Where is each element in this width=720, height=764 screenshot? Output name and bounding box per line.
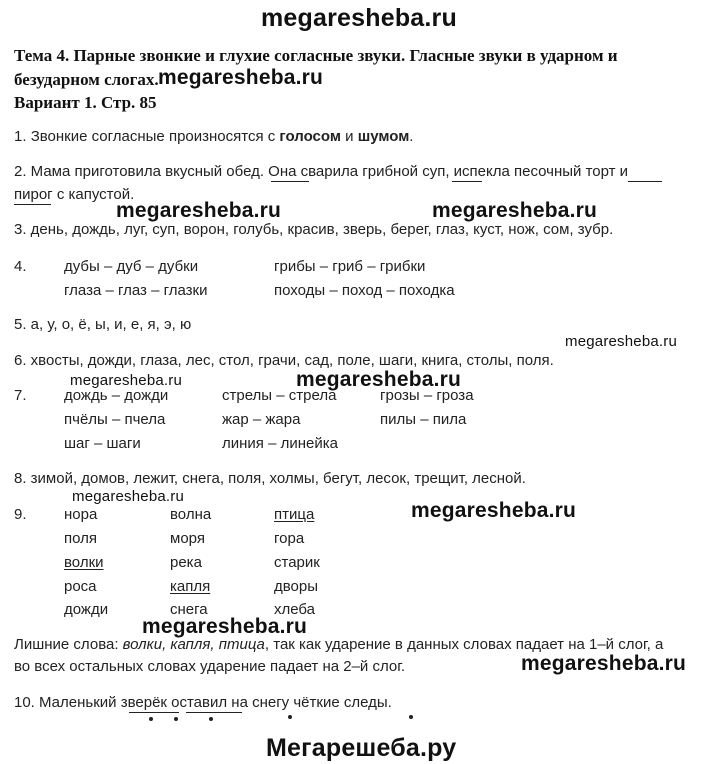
task-number: 1. bbox=[14, 128, 27, 145]
task-6: 6. хвосты, дожди, глаза, лес, стол, грачи, сад, поле, шаги, книга, столы, поля. bbox=[14, 352, 554, 369]
task-10: 10. Маленький зверёк оставил на снегу чёткие следы. bbox=[14, 694, 392, 711]
task-4-number: 4. bbox=[14, 258, 27, 275]
bold-word: шумом bbox=[357, 128, 410, 145]
watermark: megaresheba.ru bbox=[142, 615, 308, 638]
dot-mark bbox=[149, 717, 153, 721]
task-9-word: волна bbox=[170, 506, 212, 523]
underline bbox=[271, 181, 309, 182]
task-7-pair: грозы – гроза bbox=[380, 387, 474, 404]
task-9-word-odd: птица bbox=[274, 506, 315, 523]
underline bbox=[628, 181, 662, 182]
task-8: 8. зимой, домов, лежит, снега, поля, холмы, бегут, лесок, трещит, лесной. bbox=[14, 470, 526, 487]
task-9-word: дожди bbox=[64, 601, 109, 618]
task-9-word-odd: капля bbox=[170, 578, 211, 595]
watermark-small: megaresheba.ru bbox=[72, 488, 185, 505]
watermark: megaresheba.ru bbox=[116, 199, 282, 222]
watermark: megaresheba.ru bbox=[521, 652, 687, 675]
dot-mark bbox=[409, 715, 413, 719]
task-7-pair: пчёлы – пчела bbox=[64, 411, 166, 428]
bold-word: голосом bbox=[279, 128, 341, 145]
task-9-word-odd: волки bbox=[64, 554, 104, 571]
task-7-pair: пилы – пила bbox=[380, 411, 467, 428]
task-4-row2b: походы – поход – походка bbox=[274, 282, 455, 299]
task-7-pair: шаг – шаги bbox=[64, 435, 141, 452]
watermark-small: megaresheba.ru bbox=[565, 333, 678, 350]
watermark: megaresheba.ru bbox=[411, 499, 577, 522]
dot-mark bbox=[288, 715, 292, 719]
dot-mark bbox=[209, 717, 213, 721]
conclusion-line2: во всех остальных словах ударение падает на 2–й слог. bbox=[14, 658, 406, 675]
watermark-small: megaresheba.ru bbox=[70, 372, 183, 389]
task-2-line2: пирог с капустой. bbox=[14, 186, 135, 203]
task-5: 5. а, у, о, ё, ы, и, е, я, э, ю bbox=[14, 316, 192, 333]
odd-words: волки, капля, птица bbox=[122, 636, 265, 653]
task-7-pair: дождь – дожди bbox=[64, 387, 169, 404]
task-9-word: гора bbox=[274, 530, 305, 547]
conclusion-line1 bbox=[14, 636, 663, 653]
conclusion-reason: , так как ударение в данных словах падает на 1–й слог, а bbox=[264, 636, 664, 653]
task-1-text: Звонкие согласные произносятся с bbox=[30, 128, 280, 145]
watermark: megaresheba.ru bbox=[296, 368, 462, 391]
topic-title-line1: Тема 4. Парные звонкие и глухие согласные звуки. Гласные звуки в ударном и bbox=[14, 46, 618, 65]
task-2-line1: 2. Мама приготовила вкусный обед. Она сварила грибной суп, испекла песочный торт и bbox=[14, 163, 629, 180]
watermark: megaresheba.ru bbox=[432, 199, 598, 222]
task-7-pair: жар – жара bbox=[222, 411, 301, 428]
task-9-word: река bbox=[170, 554, 202, 571]
task-9-word: роса bbox=[64, 578, 97, 595]
watermark: megaresheba.ru bbox=[158, 66, 324, 89]
watermark-bottom: Мегарешеба.ру bbox=[266, 734, 457, 762]
task-4-row1a: дубы – дуб – дубки bbox=[64, 258, 199, 275]
underline bbox=[452, 181, 482, 182]
task-9-word: нора bbox=[64, 506, 98, 523]
task-9-word: снега bbox=[170, 601, 208, 618]
task-3: 3. день, дождь, луг, суп, ворон, голубь, красив, зверь, берег, глаз, куст, нож, сом, зубр. bbox=[14, 221, 614, 238]
task-9-word: дворы bbox=[274, 578, 319, 595]
task-9-word: хлеба bbox=[274, 601, 316, 618]
task-4-row2a: глаза – глаз – глазки bbox=[64, 282, 208, 299]
variant-page: Вариант 1. Стр. 85 bbox=[14, 93, 157, 112]
task-9-number: 9. bbox=[14, 506, 27, 523]
task-9-word: старик bbox=[274, 554, 320, 571]
task-7-pair: стрелы – стрела bbox=[222, 387, 337, 404]
task-4-row1b: грибы – гриб – грибки bbox=[274, 258, 426, 275]
task-7-number: 7. bbox=[14, 387, 27, 404]
underline bbox=[14, 204, 51, 205]
topic-title-line2: безударном слогах. bbox=[14, 70, 159, 89]
task-9-word: моря bbox=[170, 530, 205, 547]
task-9-word: поля bbox=[64, 530, 98, 547]
task-7-pair: линия – линейка bbox=[222, 435, 338, 452]
dot-mark bbox=[174, 717, 178, 721]
underline bbox=[129, 712, 179, 713]
task-1 bbox=[14, 128, 413, 145]
watermark-top: megaresheba.ru bbox=[261, 4, 457, 32]
task-1-conj: и bbox=[340, 128, 358, 145]
task-1-end: . bbox=[409, 128, 414, 145]
underline bbox=[186, 712, 242, 713]
conclusion-label: Лишние слова: bbox=[14, 636, 123, 653]
